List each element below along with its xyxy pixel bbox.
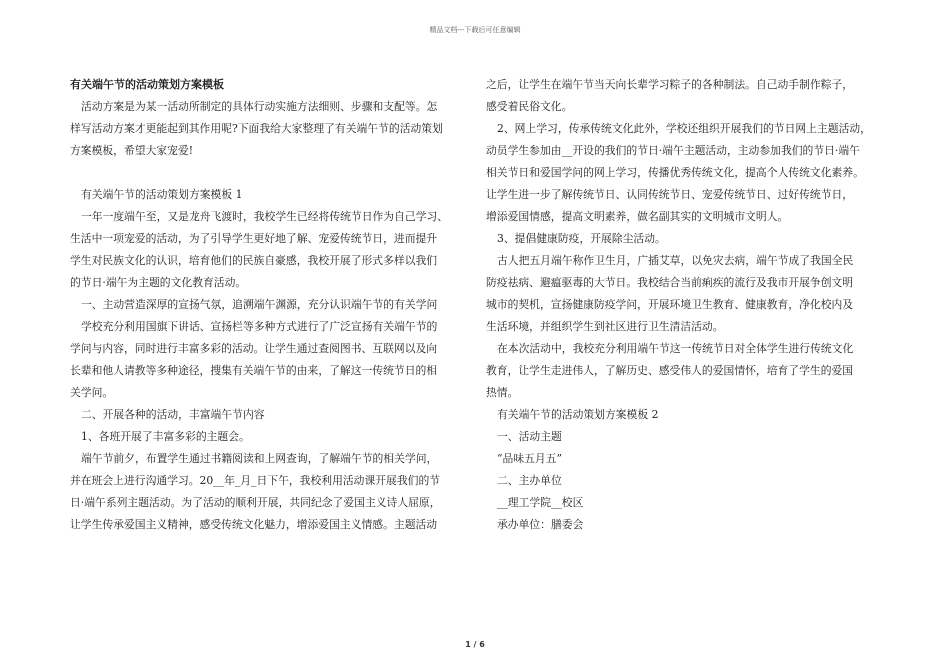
paragraph-line: 样写活动方案才更能起到其作用呢?下面我给大家整理了有关端午节的活动策划	[70, 122, 443, 135]
right-column	[486, 74, 881, 536]
paragraph-line: 2、网上学习，传承传统文化此外，学校还组织开展我们的节日网上主题活动，	[497, 122, 871, 135]
paragraph-line: 一、主动营造深厚的宣扬气氛，追溯端午渊源，充分认识端午节的有关学问	[81, 298, 438, 311]
paragraph-line: 让学生传承爱国主义精神，感受传统文化魅力，增添爱国主义情感。主题活动	[70, 518, 438, 531]
paragraph-line: 生活中一项宠爱的活动，为了引导学生更好地了解、宠爱传统节日，进而提升	[70, 232, 438, 245]
paragraph-line: 长辈和他人请教等多种途径，搜集有关端午节的由来，了解这一传统节日的相	[70, 364, 438, 377]
paragraph-line: 学问与内容，同时进行丰富多彩的活动。让学生通过查阅图书、互联网以及向	[70, 342, 438, 355]
section-heading: 有关端午节的活动策划方案模板 2	[497, 408, 659, 421]
paragraph-line: 一年一度端午至，又是龙舟飞渡时，我校学生已经将传统节日作为自己学习、	[81, 210, 449, 223]
paragraph-line: 活动方案是为某一活动所制定的具体行动实施方法细则、步骤和支配等。怎	[81, 100, 438, 113]
paragraph-line: 古人把五月端午称作卫生月，广插艾草，以免灾去病，端午节成了我国全民	[497, 254, 854, 267]
paragraph-line: 防疫祛病、避瘟驱毒的大节日。我校结合当前痢疾的流行及我市开展争创文明	[486, 276, 854, 289]
paragraph-line: 一、活动主题	[497, 430, 562, 443]
left-column	[70, 74, 465, 536]
paragraph-line: 动员学生参加由__开设的我们的节日·端午主题活动，主动参加我们的节日·端午	[486, 144, 860, 157]
page-number: 1 / 6	[465, 640, 485, 649]
blank-line	[70, 162, 465, 184]
paragraph-line: 日·端午系列主题活动。为了活动的顺利开展，共同纪念了爱国主义诗人屈原，	[70, 496, 441, 509]
paragraph-line: 热情。	[486, 386, 519, 399]
paragraph-line: “品味五月五”	[497, 452, 563, 465]
paragraph-line: 让学生进一步了解传统节日、认同传统节日、宠爱传统节日、过好传统节日，	[486, 188, 854, 201]
paragraph-line: 增添爱国情感，提高文明素养，做名副其实的文明城市文明人。	[486, 210, 789, 223]
paragraph-line: 生活环境，并组织学生到社区进行卫生清洁活动。	[486, 320, 724, 333]
paragraph-line: 在本次活动中，我校充分利用端午节这一传统节日对全体学生进行传统文化	[497, 342, 854, 355]
page-header: 精品文档---下载后可任意编辑	[429, 26, 521, 34]
paragraph-line: 之后，让学生在端午节当天向长辈学习粽子的各种制法。自己动手制作粽子，	[486, 78, 854, 91]
paragraph-line: 学生对民族文化的认识，培育他们的民族自豪感，我校开展了形式多样以我们	[70, 254, 438, 267]
paragraph-line: 方案模板，希望大家宠爱!	[70, 144, 194, 157]
paragraph-line: 城市的契机，宣扬健康防疫学问，开展环境卫生教育、健康教育，净化校内及	[486, 298, 854, 311]
paragraph-line: 关学问。	[70, 386, 114, 399]
paragraph-line: 二、开展各种的活动，丰富端午节内容	[81, 408, 265, 421]
paragraph-line: 相关节日和爱国学问的网上学习，传播优秀传统文化，提高个人传统文化素养。	[486, 166, 864, 179]
paragraph-line: 3、提倡健康防疫，开展除尘活动。	[497, 232, 666, 245]
section-heading: 有关端午节的活动策划方案模板 1	[81, 188, 243, 201]
paragraph-line: 承办单位：膳委会	[497, 518, 584, 531]
paragraph-line: 并在班会上进行沟通学习。20__年_月_日下午，我校利用活动课开展我们的节	[70, 474, 441, 487]
paragraph-line: 教育，让学生走进伟人，了解历史、感受伟人的爱国情怀，培育了学生的爱国	[486, 364, 854, 377]
paragraph-line: 的节日·端午为主题的文化教育活动。	[70, 276, 247, 289]
paragraph-line: 1、各班开展了丰富多彩的主题会。	[81, 430, 250, 443]
paragraph-line: 二、主办单位	[497, 474, 562, 487]
paragraph-line: 感受着民俗文化。	[486, 100, 573, 113]
paragraph-line: __理工学院__校区	[497, 496, 584, 509]
document-title: 有关端午节的活动策划方案模板	[70, 78, 224, 91]
paragraph-line: 端午节前夕，布置学生通过书籍阅读和上网查询，了解端午节的相关学问，	[81, 452, 438, 465]
paragraph-line: 学校充分利用国旗下讲话、宣扬栏等多种方式进行了广泛宣扬有关端午节的	[81, 320, 438, 333]
